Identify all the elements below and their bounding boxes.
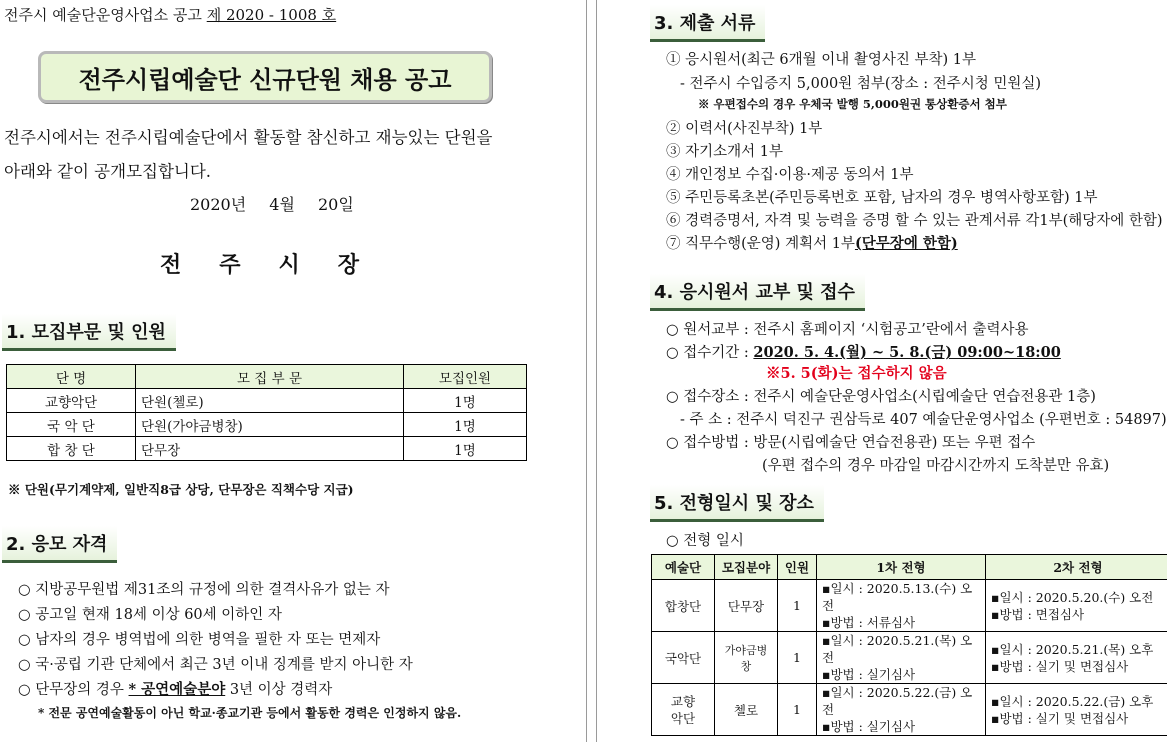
header-round-1: 1차 전형 [817,555,986,580]
application-period-value: 2020. 5. 4.(월) ~ 5. 8.(금) 09:00~18:00 [753,344,1061,361]
cell-field: 단원(첼로) [136,389,404,413]
recruitment-table [6,364,527,461]
qualification-item: ○ 공고일 현재 18세 이상 60세 이하인 자 [18,607,282,623]
application-issue: ○ 원서교부 : 전주시 홈페이지 ‘시험공고’란에서 출력사용 [666,322,1029,338]
cell-round-2 [986,580,1167,632]
section-5-title: 5. 전형일시 및 장소 [650,485,824,522]
section-2-note: * 전문 공연예술활동이 아닌 학교·종교기관 등에서 활동한 경력은 인정하지 않음. [38,706,462,720]
qualification-item-5-emphasis: * 공연예술분야 [128,681,226,698]
round-1-method: ▪방법 : 실기심사 [822,667,916,682]
round-2-date: ▪일시 : 2020.5.21.(목) 오후 [991,641,1154,657]
qualification-item: ○ 지방공무원법 제31조의 규정에 의한 결격사유가 없는 자 [18,582,390,598]
document-item-1-sub: - 전주시 수입증지 5,000원 첨부(장소 : 전주시청 민원실) [680,76,1042,92]
header-count: 모집인원 [404,365,527,389]
table-header-row [652,555,1167,580]
cell-group: 국악단 [652,632,715,684]
table-row [652,632,1167,684]
notice-prefix: 전주시 예술단운영사업소 공고 [4,6,202,24]
document-item-7-text: ⑦ 직무수행(운영) 계획서 1부 [666,236,855,252]
cell-field: 가야금병창 [715,632,778,684]
application-place: ○ 접수장소 : 전주시 예술단운영사업소(시립예술단 연습전용관 1층) [666,389,1096,405]
header-field: 모집분야 [715,555,778,580]
document-item: ⑤ 주민등록초본(주민등록번호 포함, 남자의 경우 병역사항포함) 1부 [666,190,1098,206]
application-method: ○ 접수방법 : 방문(시립예술단 연습전용관) 또는 우편 접수 [666,435,1036,451]
section-3-title: 3. 제출 서류 [650,5,765,42]
cell-field: 단원(가야금병창) [136,413,404,437]
header-count: 인원 [778,555,817,580]
cell-count: 1명 [404,389,527,413]
round-1-date: ▪일시 : 2020.5.21.(목) 오전 [822,633,973,665]
cell-group-line-2: 악단 [670,710,696,726]
qualification-item: ○ 남자의 경우 병역법에 의한 병역을 필한 자 또는 면제자 [18,632,381,648]
page-divider [596,0,597,742]
cell-round-2 [986,632,1167,684]
cell-count: 1 [778,632,817,684]
document-item-7 [666,232,958,253]
round-2-method: ▪방법 : 실기 및 면접심사 [991,658,1129,674]
cell-count: 1명 [404,437,527,461]
selection-schedule-table [651,554,1167,736]
table-row [7,437,527,461]
document-item: ③ 자기소개서 1부 [666,144,783,160]
round-1-method: ▪방법 : 실기심사 [822,719,916,734]
table-row [652,684,1167,736]
round-2-date: ▪일시 : 2020.5.22.(금) 오후 [991,693,1154,709]
cell-field: 첼로 [715,684,778,736]
qualification-item-5-prefix: ○ 단무장의 경우 [18,682,124,698]
intro-line-2: 아래와 같이 공개모집합니다. [4,162,212,181]
application-period [666,341,1061,362]
right-page [598,0,1167,742]
cell-round-1 [817,632,986,684]
cell-count: 1 [778,684,817,736]
qualification-item-5-suffix: 3년 이상 경력자 [229,682,333,698]
cell-count: 1 [778,580,817,632]
header-field: 모 집 부 문 [136,365,404,389]
document-item: ② 이력서(사진부착) 1부 [666,121,823,137]
cell-field: 단무장 [715,580,778,632]
header-group: 단 명 [7,365,136,389]
round-2-date: ▪일시 : 2020.5.20.(수) 오전 [991,589,1154,605]
cell-round-2 [986,684,1167,736]
application-warning: ※5. 5(화)는 접수하지 않음 [766,365,947,382]
section-2-title: 2. 응모 자격 [2,526,117,563]
document-item-1-note: ※ 우편접수의 경우 우체국 발행 5,000원권 통상환증서 첨부 [698,97,1007,111]
header-group: 예술단 [652,555,715,580]
qualification-item [18,678,332,699]
application-method-note: (우편 접수의 경우 마감일 마감시간까지 도착분만 유효) [762,458,1110,474]
cell-round-1 [817,580,986,632]
announcement-date: 2020년 4월 20일 [190,195,354,214]
selection-subtitle: ○ 전형 일시 [666,533,744,549]
round-1-date: ▪일시 : 2020.5.22.(금) 오전 [822,685,973,717]
table-row [7,413,527,437]
document-item: ⑥ 경력증명서, 자격 및 능력을 증명 할 수 있는 관계서류 각1부(해당자에 한함) [666,213,1163,229]
notice-header [4,4,336,25]
round-1-method: ▪방법 : 서류심사 [822,615,916,630]
notice-number: 제 2020 - 1008 호 [206,6,337,24]
round-1-date: ▪일시 : 2020.5.13.(수) 오전 [822,581,973,613]
round-2-method: ▪방법 : 실기 및 면접심사 [991,710,1129,726]
cell-group: 국 악 단 [7,413,136,437]
section-4-title: 4. 응시원서 교부 및 접수 [650,274,865,311]
page-divider [586,0,587,742]
document-title: 전주시립예술단 신규단원 채용 공고 [38,51,492,103]
qualification-item: ○ 국·공립 기관 단체에서 최근 3년 이내 징계를 받지 아니한 자 [18,657,413,673]
cell-round-1 [817,684,986,736]
header-round-2: 2차 전형 [986,555,1167,580]
document-item-1: ① 응시원서(최근 6개월 이내 촬영사진 부착) 1부 [666,52,977,68]
cell-group [652,684,715,736]
cell-group: 교향악단 [7,389,136,413]
application-address: - 주 소 : 전주시 덕진구 권삼득로 407 예술단운영사업소 (우편번호 : 54897) [680,412,1167,428]
section-1-title: 1. 모집부문 및 인원 [2,314,176,351]
issuer-mayor: 전주시장 [160,252,398,278]
application-period-label: ○ 접수기간 : [666,345,749,361]
table-header-row [7,365,527,389]
table-row [652,580,1167,632]
table-row [7,389,527,413]
document-item: ④ 개인정보 수집·이용·제공 동의서 1부 [666,167,914,183]
intro-line-1: 전주시에서는 전주시립예술단에서 활동할 참신하고 재능있는 단원을 [4,128,493,147]
cell-count: 1명 [404,413,527,437]
cell-group: 합창단 [652,580,715,632]
cell-group: 합 창 단 [7,437,136,461]
round-2-method: ▪방법 : 면접심사 [991,606,1085,622]
cell-field: 단무장 [136,437,404,461]
section-1-note: ※ 단원(무기계약제, 일반직8급 상당, 단무장은 직책수당 지급) [8,482,354,497]
document-item-7-emphasis: (단무장에 한함) [854,235,958,252]
cell-group-line-1: 교향 [670,693,696,709]
